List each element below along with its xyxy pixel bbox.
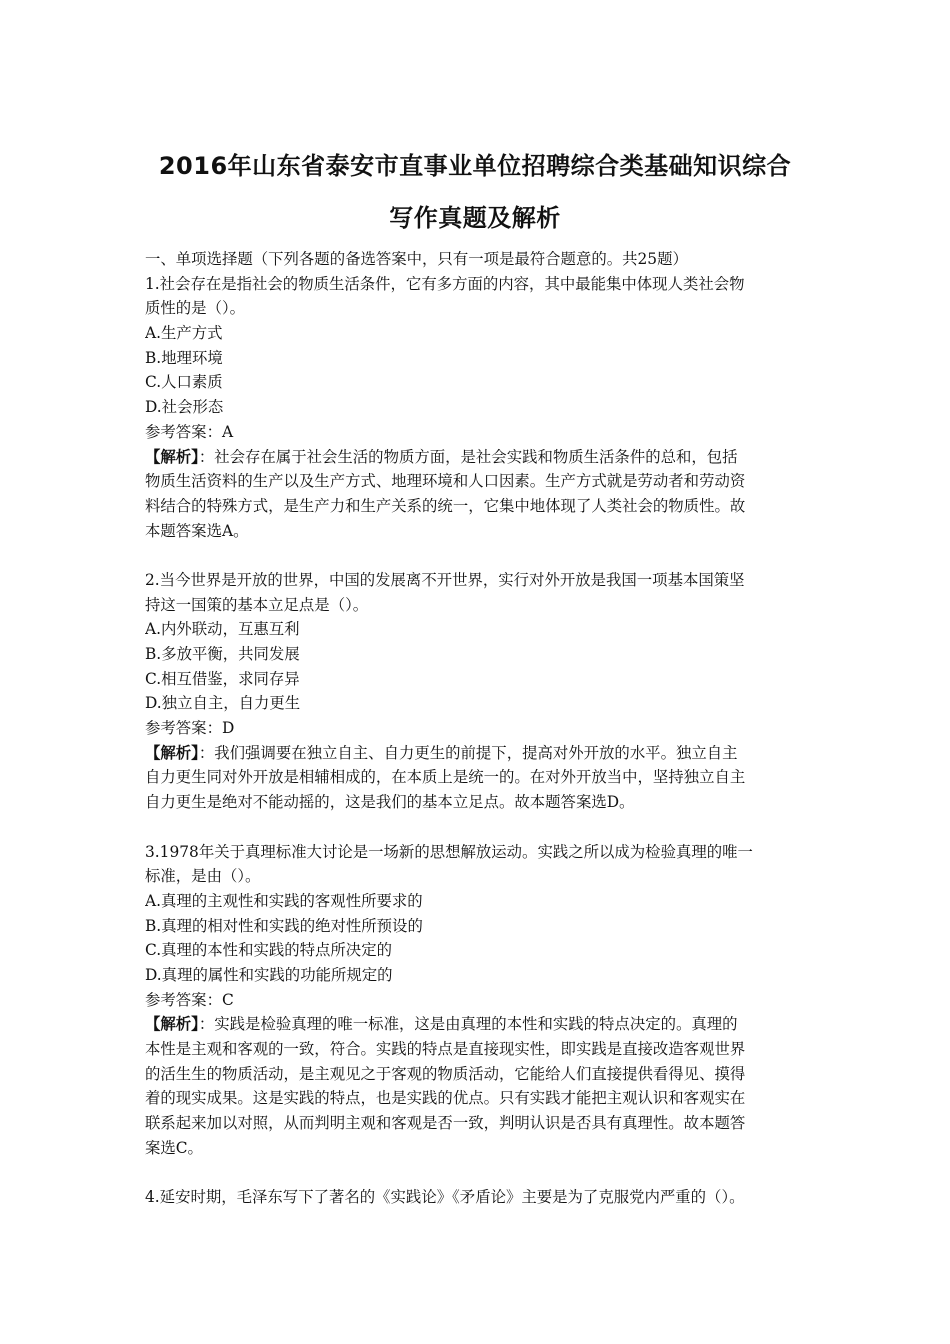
analysis-tag: 【解析】 bbox=[145, 743, 199, 762]
option-c: C.人口素质 bbox=[145, 373, 223, 392]
spacer bbox=[145, 1160, 815, 1185]
reference-answer: 参考答案：C bbox=[145, 990, 234, 1009]
question-stem-line: 持这一国策的基本立足点是（）。 bbox=[145, 595, 369, 614]
analysis-first-line bbox=[145, 741, 815, 766]
analysis-line: 料结合的特殊方式，是生产力和生产关系的统一，它集中地体现了人类社会的物质性。故 bbox=[145, 496, 746, 515]
spacer bbox=[145, 543, 815, 568]
question-stem-line: 4.延安时期，毛泽东写下了著名的《实践论》《矛盾论》主要是为了克服党内严重的（）。 bbox=[145, 1188, 745, 1207]
question-1 bbox=[145, 272, 815, 544]
option-c: C.相互借鉴，求同存异 bbox=[145, 669, 300, 688]
analysis-tag: 【解析】 bbox=[145, 447, 199, 466]
question-stem-line: 1.社会存在是指社会的物质生活条件，它有多方面的内容，其中最能集中体现人类社会物 bbox=[145, 274, 745, 293]
question-stem-line: 2.当今世界是开放的世界，中国的发展离不开世界，实行对外开放是我国一项基本国策坚 bbox=[145, 570, 745, 589]
option-d: D.真理的属性和实践的功能所规定的 bbox=[145, 965, 393, 984]
analysis-line: 本题答案选A。 bbox=[145, 521, 249, 540]
option-d: D.独立自主，自力更生 bbox=[145, 694, 301, 713]
question-stem-line: 质性的是（）。 bbox=[145, 299, 246, 318]
analysis-line: 的活生生的物质活动，是主观见之于客观的物质活动，它能给人们直接提供看得见、摸得 bbox=[145, 1064, 746, 1083]
analysis-text: ：社会存在属于社会生活的物质方面，是社会实践和物质生活条件的总和，包括 bbox=[198, 447, 738, 466]
document-title-line-2: 写作真题及解析 bbox=[389, 204, 561, 232]
analysis-line: 案选C。 bbox=[145, 1138, 203, 1157]
option-b: B.真理的相对性和实践的绝对性所预设的 bbox=[145, 916, 423, 935]
question-stem-line: 标准，是由（）。 bbox=[145, 867, 261, 886]
reference-answer: 参考答案：D bbox=[145, 719, 235, 738]
section-heading: 一、单项选择题（下列各题的备选答案中，只有一项是最符合题意的。共25题） bbox=[145, 250, 688, 268]
option-a: A.真理的主观性和实践的客观性所要求的 bbox=[145, 891, 423, 910]
analysis-text: ：我们强调要在独立自主、自力更生的前提下，提高对外开放的水平。独立自主 bbox=[198, 743, 738, 762]
question-4 bbox=[145, 1185, 815, 1210]
option-a: A.生产方式 bbox=[145, 324, 223, 343]
option-a: A.内外联动，互惠互利 bbox=[145, 620, 300, 639]
option-b: B.多放平衡，共同发展 bbox=[145, 645, 300, 663]
analysis-first-line bbox=[145, 445, 815, 470]
option-c: C.真理的本性和实践的特点所决定的 bbox=[145, 941, 392, 960]
document-body bbox=[145, 247, 815, 1210]
option-b: B.地理环境 bbox=[145, 348, 223, 367]
analysis-line: 自力更生同对外开放是相辅相成的，在本质上是统一的。在对外开放当中，坚持独立自主 bbox=[145, 768, 746, 787]
question-3 bbox=[145, 840, 815, 1161]
option-d: D.社会形态 bbox=[145, 398, 224, 417]
document-title-line-1: 2016年山东省泰安市直事业单位招聘综合类基础知识综合 bbox=[158, 152, 792, 180]
reference-answer: 参考答案：A bbox=[145, 422, 234, 441]
analysis-line: 着的现实成果。这是实践的特点，也是实践的优点。只有实践才能把主观认识和客观实在 bbox=[145, 1089, 746, 1108]
analysis-tag: 【解析】 bbox=[145, 1015, 199, 1034]
analysis-first-line bbox=[145, 1012, 815, 1037]
question-stem-line: 3.1978年关于真理标准大讨论是一场新的思想解放运动。实践之所以成为检验真理的唯一 bbox=[145, 842, 753, 861]
analysis-line: 自力更生是绝对不能动摇的，这是我们的基本立足点。故本题答案选D。 bbox=[145, 793, 635, 812]
analysis-line: 联系起来加以对照，从而判明主观和客观是否一致，判明认识是否具有真理性。故本题答 bbox=[145, 1114, 746, 1133]
question-2 bbox=[145, 568, 815, 815]
analysis-text: ：实践是检验真理的唯一标准，这是由真理的本性和实践的特点决定的。真理的 bbox=[198, 1015, 738, 1034]
analysis-line: 物质生活资料的生产以及生产方式、地理环境和人口因素。生产方式就是劳动者和劳动资 bbox=[145, 472, 746, 491]
spacer bbox=[145, 815, 815, 840]
analysis-line: 本性是主观和客观的一致，符合。实践的特点是直接现实性，即实践是直接改造客观世界 bbox=[145, 1040, 746, 1058]
